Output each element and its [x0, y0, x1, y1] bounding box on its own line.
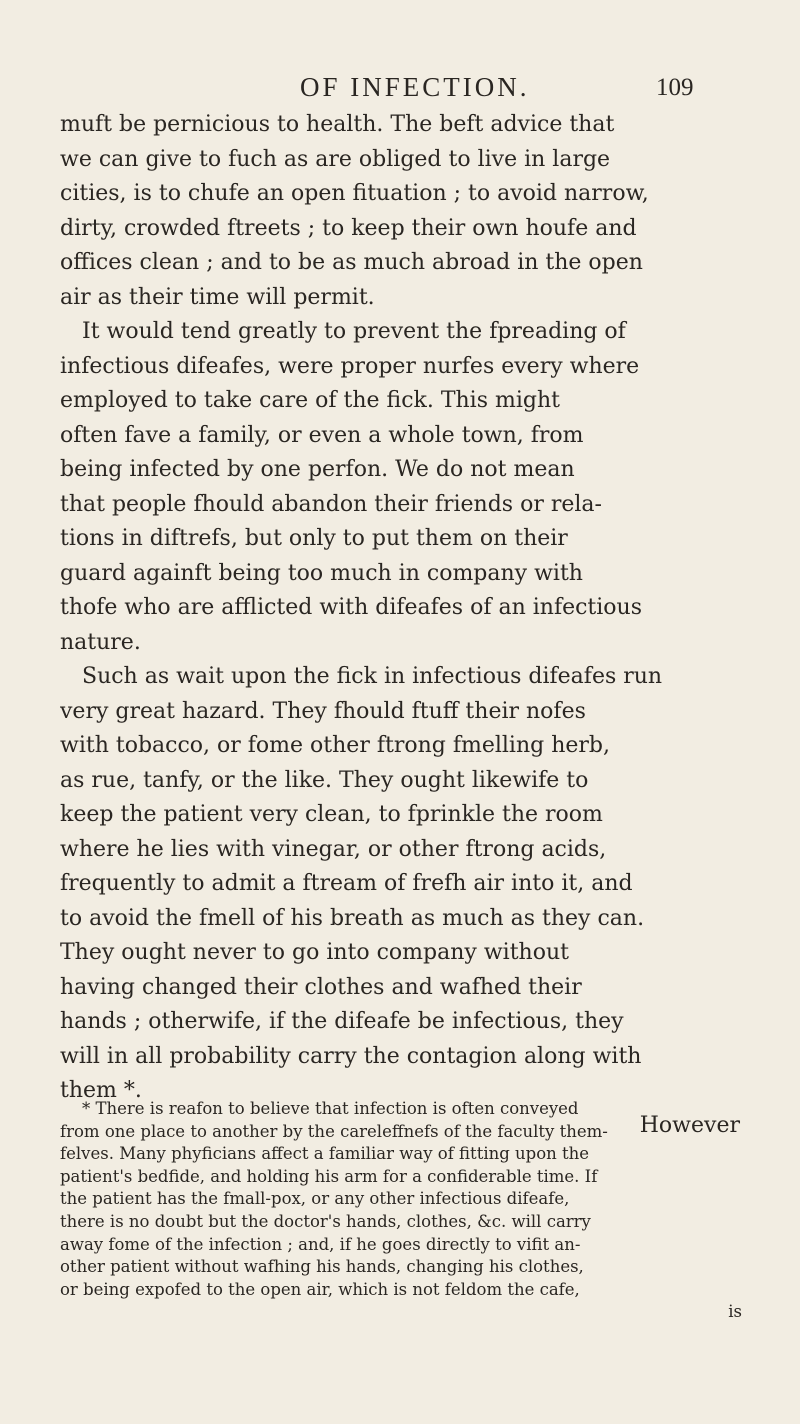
- text-line: cities, is to chufe an open fituation ; to avoid narrow,: [60, 181, 649, 206]
- text-line: frequently to admit a ftream of frefh air into it, and: [60, 871, 633, 896]
- text-line: employed to take care of the fick. This might: [60, 388, 560, 413]
- text-line: will in all probability carry the contagion along with: [60, 1043, 642, 1069]
- text-line: with tobacco, or fome other ftrong fmelling herb,: [60, 733, 610, 758]
- text-line: to avoid the fmell of his breath as much as they can.: [60, 905, 645, 931]
- running-title: OF INFECTION.: [300, 72, 530, 102]
- text-line: Such as wait upon the fick in infectious difeafes run: [82, 664, 663, 689]
- text-line: having changed their clothes and wafhed their: [60, 974, 582, 1000]
- text-line: that people fhould abandon their friends or rela-: [60, 491, 602, 517]
- footnote-line: the patient has the fmall-pox, or any other infectious difeafe,: [60, 1189, 570, 1209]
- text-line: infectious difeafes, were proper nurfes every where: [60, 353, 640, 379]
- text-line: offices clean ; and to be as much abroad in the open: [60, 250, 643, 275]
- text-line: They ought never to go into company without: [60, 940, 569, 965]
- text-line: hands ; otherwife, if the difeafe be infectious, they: [60, 1009, 624, 1034]
- text-line: them *.: [60, 1078, 142, 1103]
- text-line: guard againft being too much in company with: [60, 560, 583, 586]
- footnote-line: other patient without wafhing his hands, changing his clothes,: [60, 1257, 584, 1277]
- text-line: being infected by one perfon. We do not mean: [60, 457, 575, 482]
- text-line: thofe who are afflicted with difeafes of an infectious: [60, 595, 643, 620]
- text-line: keep the patient very clean, to fprinkle the room: [60, 802, 603, 827]
- page-number: 109: [656, 74, 694, 101]
- text-line: nature.: [60, 629, 141, 655]
- text-line: air as their time will permit.: [60, 284, 375, 310]
- footnote-line: from one place to another by the careleffnefs of the faculty them-: [60, 1121, 608, 1141]
- text-line: very great hazard. They fhould ftuff their nofes: [60, 698, 586, 724]
- text-line: muft be pernicious to health. The beft advice that: [60, 112, 615, 137]
- footnote-line: * There is reafon to believe that infection is often conveyed: [82, 1099, 579, 1118]
- footnote-line: is: [728, 1302, 742, 1322]
- footnote: [60, 1098, 748, 1324]
- catchword: However: [639, 1112, 740, 1138]
- text-line: where he lies with vinegar, or other ftrong acids,: [60, 836, 607, 862]
- footnote-line: felves. Many phyficians affect a familiar way of fitting upon the: [60, 1144, 590, 1164]
- footnote-line: away fome of the infection ; and, if he goes directly to vifit an-: [60, 1234, 581, 1254]
- text-line: It would tend greatly to prevent the fpreading of: [82, 319, 626, 344]
- text-line: often fave a family, or even a whole town, from: [60, 422, 584, 448]
- footnote-line: or being expofed to the open air, which is not feldom the cafe,: [60, 1279, 580, 1299]
- footnote-line: patient's bedfide, and holding his arm for a confiderable time. If: [60, 1166, 598, 1186]
- text-line: tions in diftrefs, but only to put them on their: [60, 526, 568, 551]
- text-line: as rue, tanfy, or the like. They ought likewife to: [60, 767, 589, 793]
- main-text: [60, 108, 748, 1143]
- text-line: we can give to fuch as are obliged to live in large: [60, 146, 611, 172]
- footnote-line: there is no doubt but the doctor's hands, clothes, &c. will carry: [60, 1211, 591, 1231]
- text-line: dirty, crowded ftreets ; to keep their own houfe and: [60, 215, 637, 241]
